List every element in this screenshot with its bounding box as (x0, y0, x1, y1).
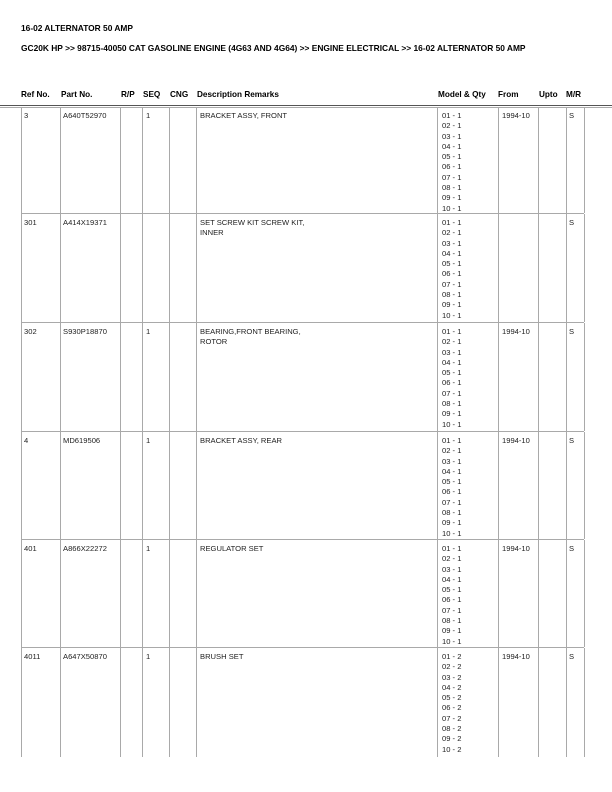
column-divider (60, 432, 61, 539)
model-qty-line: 10 - 2 (442, 744, 462, 754)
table-row (21, 540, 584, 648)
col-model-qty: Model & Qty (438, 90, 486, 99)
column-divider (169, 648, 170, 757)
model-qty-line: 04 - 1 (442, 141, 462, 151)
model-qty-cell (442, 544, 461, 647)
column-divider (437, 107, 438, 213)
column-divider (584, 432, 585, 539)
model-qty-line: 02 - 1 (442, 554, 462, 564)
model-qty-line: 10 - 1 (442, 528, 462, 538)
model-qty-line: 05 - 1 (442, 585, 462, 595)
model-qty-line: 08 - 1 (442, 508, 462, 518)
seq-cell: 1 (146, 327, 151, 336)
ref-no-cell: 401 (24, 544, 37, 553)
description-line: BEARING,FRONT BEARING, (200, 327, 301, 336)
model-qty-line: 07 - 1 (442, 497, 462, 507)
seq-cell: 1 (146, 111, 151, 120)
column-divider (169, 540, 170, 647)
model-qty-line: 09 - 1 (442, 300, 462, 310)
model-qty-line: 01 - 1 (442, 544, 462, 553)
column-divider (142, 648, 143, 757)
model-qty-line: 01 - 1 (442, 327, 462, 336)
mr-cell: S (569, 327, 575, 336)
description-line: INNER (200, 228, 224, 238)
column-divider (142, 432, 143, 539)
model-qty-line: 04 - 1 (442, 574, 462, 584)
model-qty-line: 06 - 1 (442, 162, 462, 172)
model-qty-line: 04 - 1 (442, 357, 462, 367)
from-cell: 1994-10 (502, 327, 530, 336)
column-divider (196, 648, 197, 757)
column-divider (538, 648, 539, 757)
col-part-no: Part No. (61, 90, 93, 99)
col-description: Description Remarks (197, 90, 279, 99)
part-no-cell: A414X19371 (63, 218, 107, 227)
model-qty-line: 03 - 1 (442, 456, 462, 466)
model-qty-line: 06 - 1 (442, 378, 462, 388)
model-qty-line: 08 - 1 (442, 183, 462, 193)
column-divider (60, 214, 61, 322)
model-qty-line: 05 - 1 (442, 152, 462, 162)
model-qty-line: 09 - 1 (442, 518, 462, 528)
column-divider (196, 540, 197, 647)
model-qty-line: 04 - 1 (442, 248, 462, 258)
column-divider (120, 648, 121, 757)
column-divider (538, 214, 539, 322)
description-cell (200, 111, 287, 121)
column-divider (196, 107, 197, 213)
column-divider (538, 323, 539, 431)
column-divider (196, 214, 197, 322)
mr-cell: S (569, 652, 575, 661)
table-row (21, 214, 584, 323)
part-no-cell: A647X50870 (63, 652, 107, 661)
column-divider (566, 432, 567, 539)
ref-no-cell: 302 (24, 327, 37, 336)
model-qty-line: 05 - 1 (442, 477, 462, 487)
column-divider (566, 323, 567, 431)
column-divider (584, 107, 585, 213)
column-divider (584, 323, 585, 431)
model-qty-line: 07 - 1 (442, 605, 462, 615)
ref-no-cell: 301 (24, 218, 37, 227)
model-qty-line: 02 - 1 (442, 446, 462, 456)
model-qty-line: 01 - 1 (442, 111, 462, 120)
part-no-cell: S930P18870 (63, 327, 107, 336)
column-divider (538, 107, 539, 213)
column-divider (584, 214, 585, 322)
table-row (21, 648, 584, 757)
column-divider (498, 540, 499, 647)
table-row (21, 432, 584, 540)
model-qty-line: 09 - 1 (442, 193, 462, 203)
model-qty-line: 08 - 1 (442, 399, 462, 409)
model-qty-line: 03 - 2 (442, 672, 462, 682)
model-qty-line: 08 - 1 (442, 616, 462, 626)
model-qty-line: 09 - 2 (442, 734, 462, 744)
from-cell: 1994-10 (502, 111, 530, 120)
model-qty-line: 06 - 1 (442, 269, 462, 279)
model-qty-line: 06 - 1 (442, 487, 462, 497)
column-divider (60, 540, 61, 647)
column-divider (60, 323, 61, 431)
description-cell (200, 327, 301, 348)
col-seq: SEQ (143, 90, 161, 99)
description-line: ROTOR (200, 337, 228, 347)
from-cell: 1994-10 (502, 544, 530, 553)
column-divider (498, 107, 499, 213)
description-cell (200, 544, 263, 554)
description-line: BRACKET ASSY, FRONT (200, 111, 288, 120)
model-qty-cell (442, 218, 461, 321)
page-title: 16-02 ALTERNATOR 50 AMP (21, 23, 133, 33)
column-divider (120, 432, 121, 539)
from-cell: 1994-10 (502, 436, 530, 445)
column-divider (142, 540, 143, 647)
description-line: REGULATOR SET (200, 544, 264, 553)
description-cell (200, 652, 243, 662)
model-qty-line: 04 - 2 (442, 682, 462, 692)
column-divider (21, 323, 22, 431)
from-cell: 1994-10 (502, 652, 530, 661)
col-rp: R/P (121, 90, 135, 99)
column-divider (566, 214, 567, 322)
seq-cell: 1 (146, 544, 151, 553)
model-qty-line: 02 - 1 (442, 337, 462, 347)
column-divider (584, 540, 585, 647)
table-row (21, 323, 584, 432)
column-divider (538, 432, 539, 539)
column-divider (498, 323, 499, 431)
seq-cell: 1 (146, 652, 151, 661)
column-divider (169, 107, 170, 213)
column-divider (120, 214, 121, 322)
model-qty-line: 01 - 1 (442, 436, 462, 445)
model-qty-line: 09 - 1 (442, 409, 462, 419)
model-qty-cell (442, 111, 461, 214)
column-divider (498, 214, 499, 322)
column-divider (142, 323, 143, 431)
column-divider (196, 323, 197, 431)
column-divider (566, 648, 567, 757)
column-divider (566, 107, 567, 213)
description-line: BRUSH SET (200, 652, 244, 661)
column-divider (437, 540, 438, 647)
column-divider (437, 648, 438, 757)
model-qty-cell (442, 652, 461, 755)
col-ref-no: Ref No. (21, 90, 50, 99)
part-no-cell: A640T52970 (63, 111, 107, 120)
description-cell (200, 218, 304, 239)
model-qty-line: 02 - 1 (442, 228, 462, 238)
part-no-cell: A866X22272 (63, 544, 107, 553)
mr-cell: S (569, 544, 575, 553)
model-qty-line: 05 - 2 (442, 693, 462, 703)
column-divider (437, 323, 438, 431)
column-divider (21, 214, 22, 322)
model-qty-line: 02 - 1 (442, 121, 462, 131)
mr-cell: S (569, 218, 575, 227)
ref-no-cell: 3 (24, 111, 29, 120)
model-qty-line: 07 - 1 (442, 388, 462, 398)
column-divider (21, 432, 22, 539)
column-divider (566, 540, 567, 647)
model-qty-cell (442, 327, 461, 430)
model-qty-line: 07 - 1 (442, 172, 462, 182)
column-divider (584, 648, 585, 757)
model-qty-line: 05 - 1 (442, 259, 462, 269)
model-qty-line: 04 - 1 (442, 466, 462, 476)
ref-no-cell: 4 (24, 436, 29, 445)
column-divider (60, 648, 61, 757)
column-divider (120, 323, 121, 431)
model-qty-line: 06 - 1 (442, 595, 462, 605)
parts-table (21, 107, 584, 757)
column-divider (538, 540, 539, 647)
column-divider (196, 432, 197, 539)
model-qty-line: 09 - 1 (442, 626, 462, 636)
column-divider (120, 540, 121, 647)
column-divider (142, 107, 143, 213)
column-divider (120, 107, 121, 213)
breadcrumb: GC20K HP >> 98715-40050 CAT GASOLINE ENGINE (4G63 AND 4G64) >> ENGINE ELECTRICAL >> 16-02 ALTERNATOR 50 AMP (21, 43, 526, 53)
col-from: From (498, 90, 519, 99)
model-qty-line: 10 - 1 (442, 636, 462, 646)
model-qty-line: 03 - 1 (442, 347, 462, 357)
column-divider (437, 214, 438, 322)
seq-cell: 1 (146, 436, 151, 445)
column-divider (21, 107, 22, 213)
column-divider (60, 107, 61, 213)
model-qty-line: 05 - 1 (442, 368, 462, 378)
col-mr: M/R (566, 90, 582, 99)
model-qty-line: 02 - 2 (442, 662, 462, 672)
model-qty-line: 01 - 2 (442, 652, 462, 661)
model-qty-line: 07 - 2 (442, 713, 462, 723)
column-divider (142, 214, 143, 322)
column-divider (437, 432, 438, 539)
model-qty-line: 10 - 1 (442, 310, 462, 320)
column-divider (21, 648, 22, 757)
model-qty-line: 03 - 1 (442, 131, 462, 141)
model-qty-line: 10 - 1 (442, 419, 462, 429)
model-qty-line: 10 - 1 (442, 203, 462, 213)
ref-no-cell: 4011 (24, 652, 41, 661)
column-divider (169, 214, 170, 322)
model-qty-line: 06 - 2 (442, 703, 462, 713)
col-cng: CNG (170, 90, 189, 99)
column-divider (21, 540, 22, 647)
column-divider (498, 432, 499, 539)
mr-cell: S (569, 111, 575, 120)
part-no-cell: MD619506 (63, 436, 101, 445)
model-qty-line: 03 - 1 (442, 238, 462, 248)
model-qty-line: 07 - 1 (442, 279, 462, 289)
column-divider (169, 323, 170, 431)
description-cell (200, 436, 282, 446)
description-line: BRACKET ASSY, REAR (200, 436, 283, 445)
model-qty-cell (442, 436, 461, 539)
model-qty-line: 08 - 2 (442, 724, 462, 734)
model-qty-line: 03 - 1 (442, 564, 462, 574)
description-line: SET SCREW KIT SCREW KIT, (200, 218, 305, 227)
table-row (21, 107, 584, 214)
mr-cell: S (569, 436, 575, 445)
model-qty-line: 01 - 1 (442, 218, 462, 227)
model-qty-line: 08 - 1 (442, 290, 462, 300)
column-divider (498, 648, 499, 757)
col-upto: Upto (539, 90, 558, 99)
column-divider (169, 432, 170, 539)
